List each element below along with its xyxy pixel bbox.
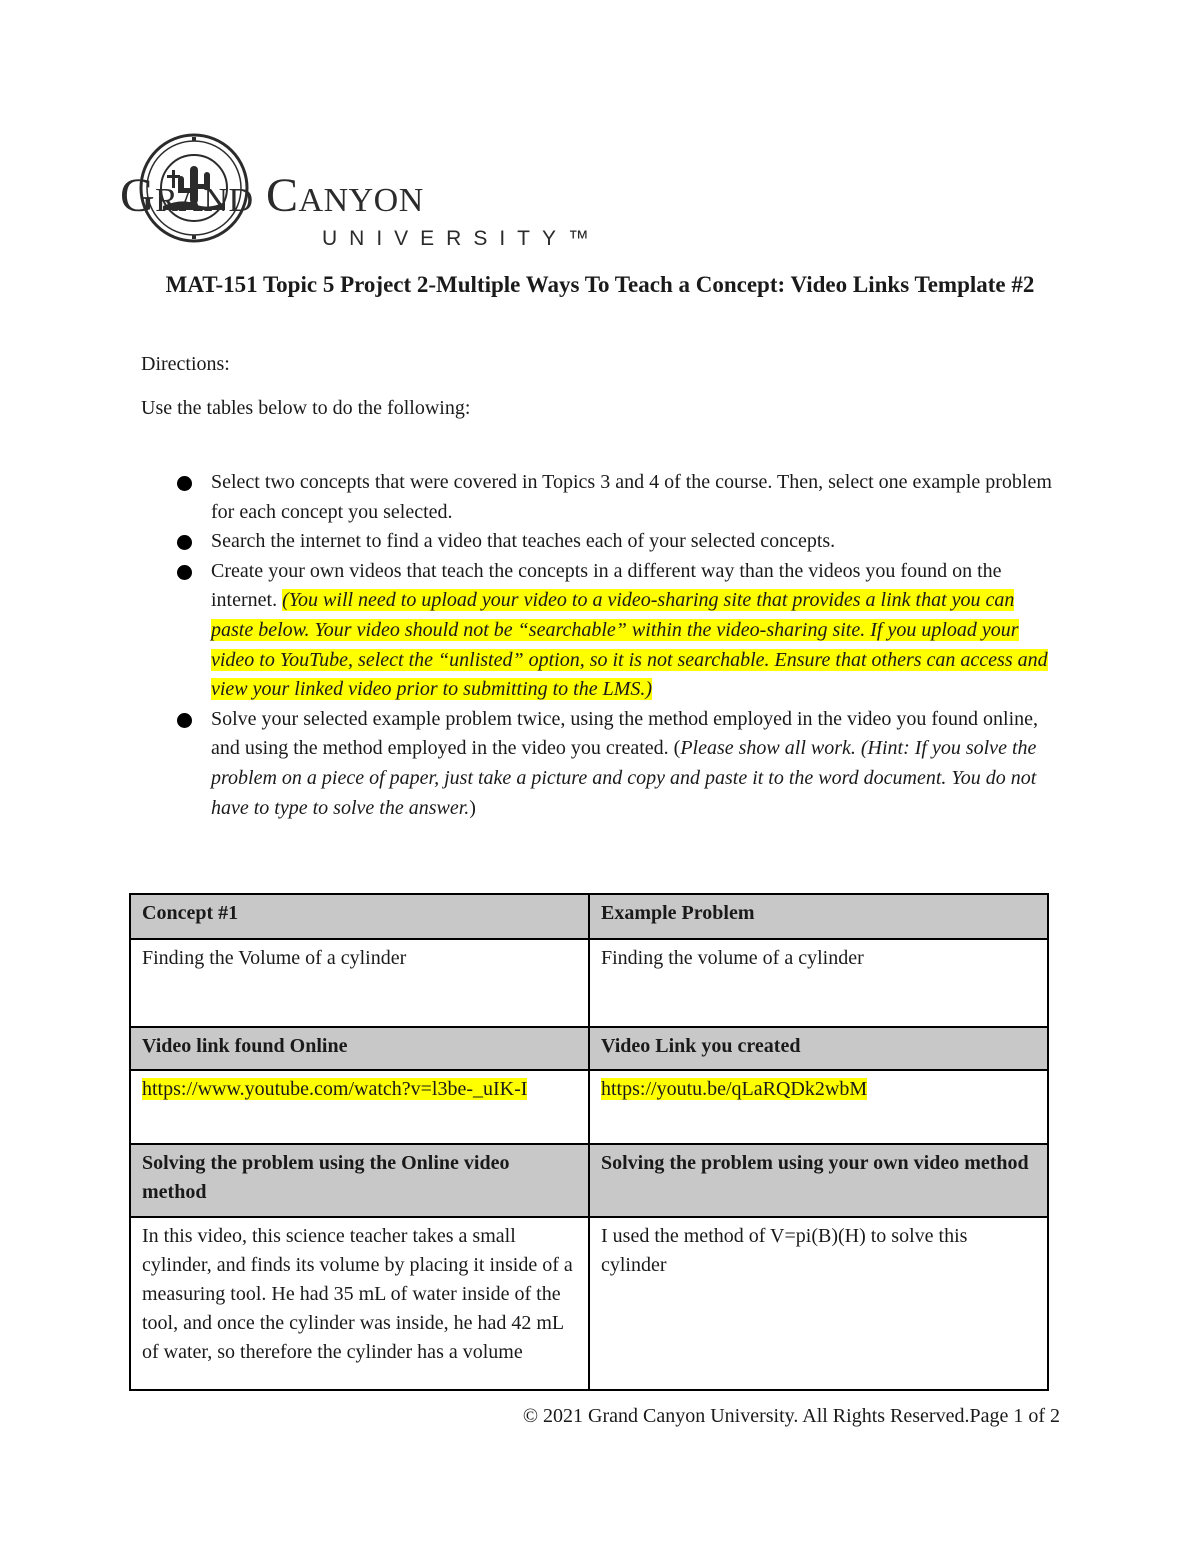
table-row <box>130 939 1048 1027</box>
bullet-text-1: Select two concepts that were covered in Topics 3 and 4 of the course. Then, select one example problem for each concept you selected. <box>211 471 1052 523</box>
created-link-cell <box>589 1070 1048 1144</box>
page-footer: © 2021 Grand Canyon University. All Rights Reserved.Page 1 of 2 <box>522 1405 1060 1427</box>
created-link-header: Video Link you created <box>589 1027 1048 1070</box>
table-row <box>130 1070 1048 1144</box>
online-video-link[interactable]: https://www.youtube.com/watch?v=l3be-_uIK-I <box>142 1078 528 1100</box>
logo-subwordmark: UNIVERSITY™ <box>322 227 602 250</box>
own-method-text: I used the method of V=pi(B)(H) to solve this cylinder <box>589 1217 1048 1390</box>
highlighted-note: (You will need to upload your video to a video-sharing site that provides a link that you can paste below. Your video should not be “searchable” within the video-sharing site. If you upload your video to YouTube, select the “unlisted” option, so it is not searchable. Ensure that others can access and view your linked video prior to submitting to the LMS.) <box>211 589 1048 701</box>
intro-text: Use the tables below to do the following: <box>141 397 471 419</box>
own-method-header: Solving the problem using your own video method <box>589 1144 1048 1217</box>
online-method-text: In this video, this science teacher takes a small cylinder, and finds its volume by placing it inside of a measuring tool. He had 35 mL of water inside of the tool, and once the cylinder was inside, he had 42 mL of water, so therefore the cylinder has a volume <box>130 1217 589 1390</box>
concept-header: Concept #1 <box>130 894 589 939</box>
list-item <box>141 705 1061 823</box>
instructions-list <box>141 468 1061 823</box>
created-video-link[interactable]: https://youtu.be/qLaRQDk2wbM <box>601 1078 868 1100</box>
logo-wordmark: Grand Canyon <box>120 169 424 222</box>
table-row <box>130 1144 1048 1217</box>
document-title: MAT-151 Topic 5 Project 2-Multiple Ways To Teach a Concept: Video Links Template #2 <box>165 272 1035 297</box>
online-link-cell <box>130 1070 589 1144</box>
concept-table <box>129 893 1049 1391</box>
italic-note: Please show all work. (Hint: If you solve the problem on a piece of paper, just take a picture and copy and paste it to the word document. You do not have to type to solve the answer. <box>211 737 1037 819</box>
bullet-text-3: Create your own videos that teach the concepts in a different way than the videos you found on the internet. <box>211 559 1002 612</box>
list-item <box>141 527 1061 557</box>
directions-label: Directions: <box>141 353 230 375</box>
list-item <box>141 468 1061 527</box>
table-row <box>130 1027 1048 1070</box>
concept-value: Finding the Volume of a cylinder <box>130 939 589 1027</box>
online-method-header: Solving the problem using the Online video method <box>130 1144 589 1217</box>
online-link-header: Video link found Online <box>130 1027 589 1070</box>
bullet-text-2: Search the internet to find a video that teaches each of your selected concepts. <box>211 530 836 553</box>
table-row <box>130 1217 1048 1390</box>
table-row <box>130 894 1048 939</box>
example-header: Example Problem <box>589 894 1048 939</box>
bullet-text-4-end: ) <box>469 796 476 819</box>
example-value: Finding the volume of a cylinder <box>589 939 1048 1027</box>
bullet-text-4: Solve your selected example problem twice, using the method employed in the video you found online, and using the method employed in the video you created. ( <box>211 707 1039 760</box>
list-item <box>141 557 1061 705</box>
